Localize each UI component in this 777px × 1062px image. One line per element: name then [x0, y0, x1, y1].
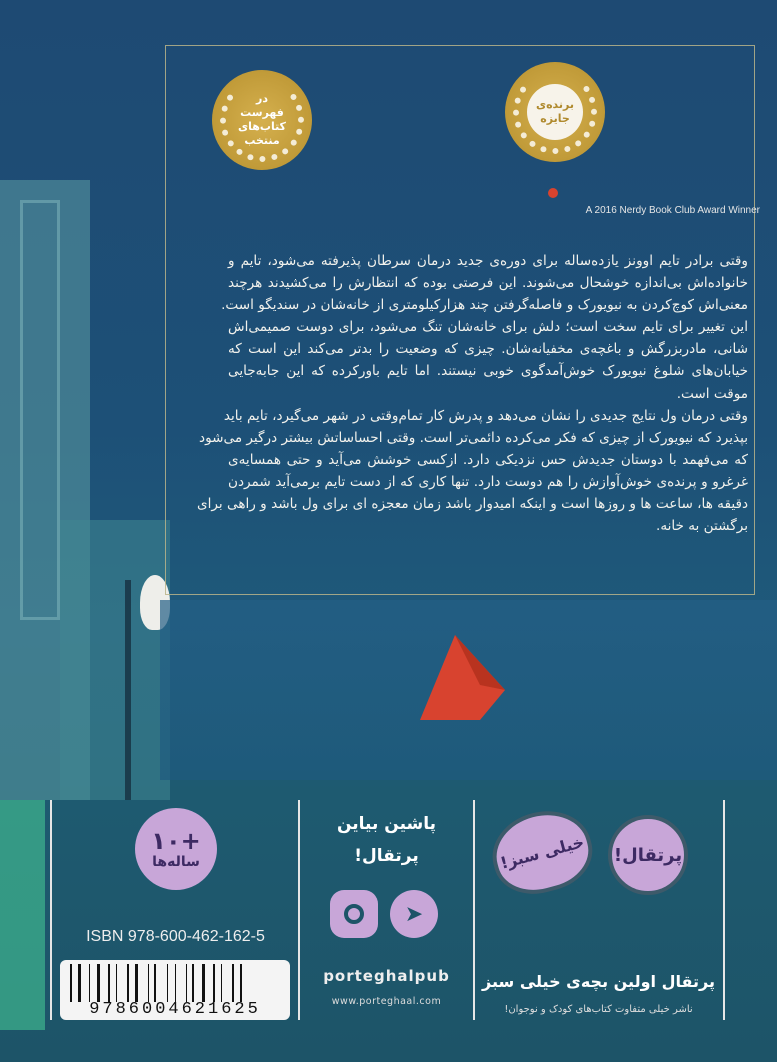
barcode-bar — [221, 964, 222, 1002]
red-dot — [548, 188, 558, 198]
blurb-line: وقتی برادر تایم اوونز یازده‌ساله برای دوره‌ی جدید درمان سرطان پذیرفته می‌شود، تایم و — [228, 253, 748, 269]
social-heading-line2: پرتقال! — [354, 846, 419, 866]
barcode-bar — [148, 964, 149, 1002]
blurb-line: موقت است. — [676, 385, 748, 402]
barcode-bar — [97, 964, 100, 1002]
divider — [50, 800, 52, 1020]
barcode-bar — [70, 964, 72, 1002]
barcode-bar — [108, 964, 110, 1002]
barcode-bar — [154, 964, 156, 1002]
age-badge — [135, 808, 217, 890]
blurb-line: وقتی درمان ول نتایج جدیدی را نشان می‌دهد و پدرش کار تمام‌وقتی در شهر می‌گیرد، تایم باید — [223, 407, 748, 424]
website-link[interactable]: www.porteghaal.com — [331, 996, 442, 1007]
barcode-bar — [186, 964, 187, 1002]
building-ladder — [20, 200, 60, 620]
porteghal-logo: پرتقال! — [608, 815, 688, 895]
social-heading — [300, 808, 473, 872]
medal-text-line: برنده‌ی — [535, 98, 575, 111]
barcode-bar — [175, 964, 176, 1002]
blurb-line: برگشتن به خانه. — [656, 518, 748, 535]
medal-text-line: جایزه — [540, 112, 570, 125]
blurb-line: که می‌فهمد با دوستان جدیدش حس نزدیکی دارد. ازکسی خوشش می‌آید و حتی همسایه‌ی — [228, 451, 748, 468]
barcode-bar — [89, 964, 90, 1002]
award-caption: A 2016 Nerdy Book Club Award Winner — [585, 205, 760, 216]
barcode-bar — [213, 964, 215, 1002]
blurb-line: غرغرو و پرنده‌ی خوش‌آوازش را هم دوست دارد. تنها کاری که از دست تایم برمی‌آید شمردن — [228, 473, 748, 490]
blurb-line: این تغییر برای تایم سخت است؛ دلش برای خانه‌شان تنگ می‌شود، برای دوست صمیمی‌اش — [228, 319, 748, 336]
barcode-bar — [192, 964, 194, 1002]
social-handle[interactable]: porteghalpub — [323, 967, 450, 985]
blurb-line: شانی، مادربزرگش و باغچه‌ی مخفیانه‌شان. چیزی که وضعیت را بدتر می‌کند این است که — [228, 341, 748, 358]
telegram-icon[interactable]: ➤ — [390, 890, 438, 938]
medal-text-line: منتخب — [244, 134, 280, 147]
selected-books-medal — [212, 70, 312, 170]
medal-text-line: کتاب‌های — [238, 120, 286, 133]
blurb-line: دقیقه ها، ساعت ها و روزها است و اینکه امیدوار باشد زمان معجزه ای برای ول باشد و راهی برای — [197, 496, 748, 513]
age-value: +۱۰ — [151, 827, 201, 855]
building-mid — [60, 520, 170, 800]
divider — [723, 800, 725, 1020]
publisher-tagline: ناشر خیلی متفاوت کتاب‌های کودک و نوجوان! — [504, 1004, 693, 1015]
barcode-number: 9786004621625 — [89, 1000, 261, 1019]
pole — [125, 580, 131, 800]
isbn-text: ISBN 978-600-462-162-5 — [86, 928, 265, 945]
barcode-bar — [78, 964, 81, 1002]
barcode-bar — [202, 964, 205, 1002]
instagram-icon[interactable] — [330, 890, 378, 938]
book-blurb — [197, 250, 748, 537]
red-tent-illustration — [410, 630, 510, 725]
divider — [473, 800, 475, 1020]
kheili-sabz-logo: خیلی سبز! — [483, 800, 600, 903]
blurb-line: خیابان‌های شلوغ نیویورک خوش‌آمدگوی خوبی نیستند. اما تایم باورکرده که این جابه‌جایی — [228, 363, 748, 380]
barcode-bar — [232, 964, 234, 1002]
medal-text-line: در فهرست — [240, 92, 284, 119]
age-label: ساله‌ها — [152, 854, 200, 870]
barcode-bar — [127, 964, 129, 1002]
blurb-line: معنی‌اش کوچ‌کردن به نیویورک و فاصله‌گرفتن چند هزارکیلومتری از خانه‌شان در سندیگو است. — [221, 297, 748, 314]
blurb-line: خانواده‌اش بی‌اندازه خوشحال می‌شوند. این فرصتی بوده که انتظارش را می‌کشیدند هرچند — [228, 275, 748, 292]
publisher-slogan: پرتقال اولین بچه‌ی خیلی سبز — [482, 972, 715, 991]
barcode-bar — [240, 964, 242, 1002]
barcode-bar — [116, 964, 117, 1002]
barcode-bar — [167, 964, 168, 1002]
social-heading-line1: پاشین بیاین — [336, 814, 437, 834]
award-winner-medal — [505, 62, 605, 162]
barcode-bar — [135, 964, 138, 1002]
blurb-line: بپذیرد که نیویورک از چیزی که فکر می‌کرده دائمی‌تر است. وقتی احساساتش بیشتر درگیر می‌شود — [199, 429, 748, 446]
green-block — [0, 800, 45, 1030]
